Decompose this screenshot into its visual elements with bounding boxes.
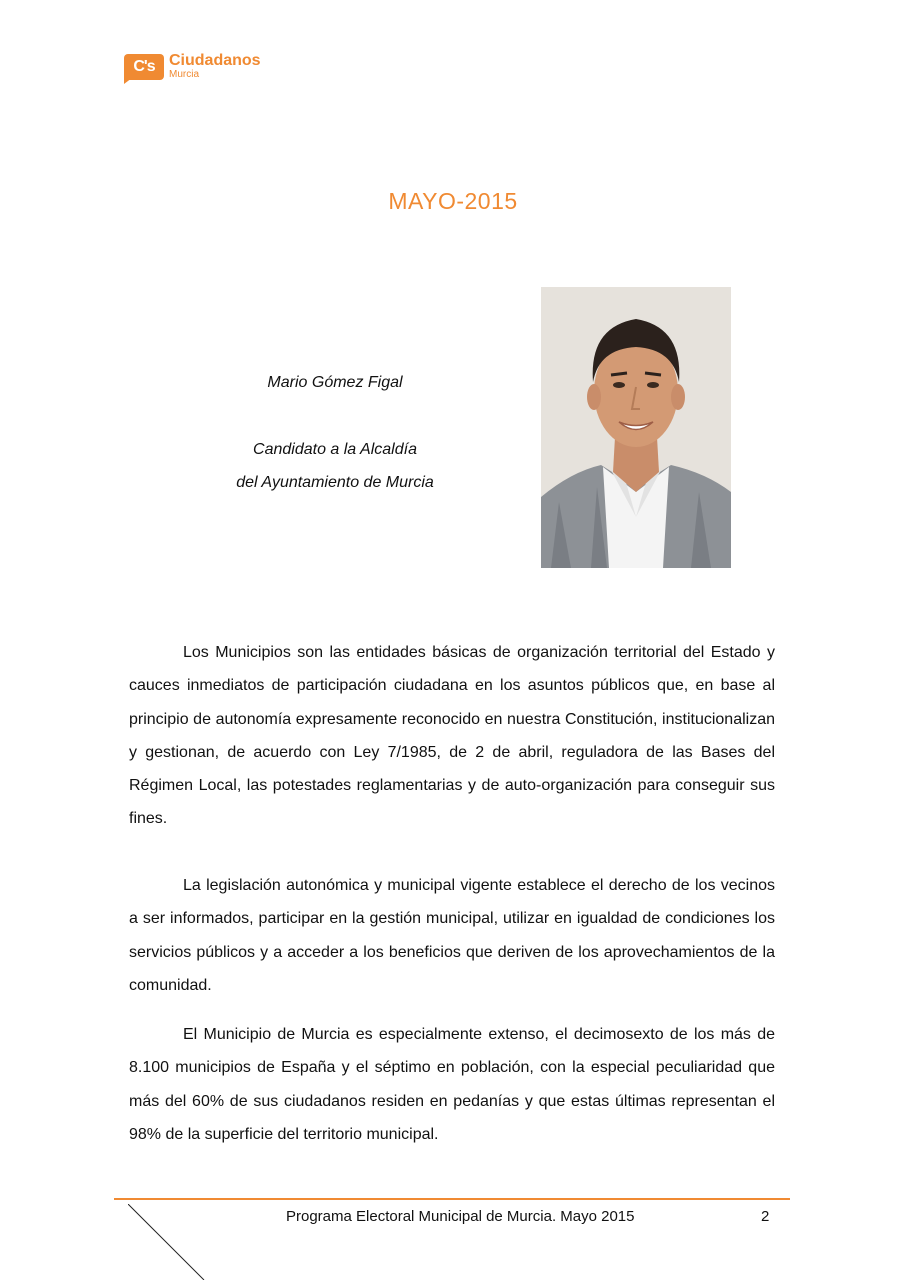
logo-name: Ciudadanos bbox=[169, 52, 261, 69]
footer-rule bbox=[114, 1198, 790, 1200]
paragraph-2-text: La legislación autonómica y municipal vigente establece el derecho de los vecinos a ser informados, participar en la gestión municipal, utilizar en igualdad de condiciones los servicios públicos y a acceder a los beneficios que deriven de los aprovechamientos de la comunidad. bbox=[129, 877, 775, 994]
footer-text: Programa Electoral Municipal de Murcia. Mayo 2015 bbox=[286, 1208, 635, 1225]
page-number: 2 bbox=[761, 1208, 770, 1225]
candidate-role-line2: del Ayuntamiento de Murcia bbox=[236, 474, 434, 491]
logo-badge-tail bbox=[124, 78, 132, 84]
logo-badge: C's bbox=[124, 54, 164, 80]
footer-diagonal-line bbox=[128, 1204, 208, 1280]
logo-sub: Murcia bbox=[169, 69, 200, 80]
paragraph-2 bbox=[129, 869, 775, 1002]
paragraph-3 bbox=[129, 1018, 775, 1151]
candidate-portrait-illustration bbox=[541, 287, 731, 568]
paragraph-3-text: El Municipio de Murcia es especialmente extenso, el decimosexto de los más de 8.100 municipios de España y el séptimo en población, con la especial peculiaridad que más del 60% de sus ciudadanos residen en pedanías y que estas últimas representan el 98% de la superficie del territorio municipal. bbox=[129, 1026, 775, 1143]
candidate-role-line1: Candidato a la Alcaldía bbox=[253, 441, 417, 458]
paragraph-1-text: Los Municipios son las entidades básicas de organización territorial del Estado y cauces inmediatos de participación ciudadana en los asuntos públicos que, en base al principio de autonomía expresamente reconocido en nuestra Constitución, institucionalizan y gestionan, de acuerdo con Ley 7/1985, de 2 de abril, reguladora de las Bases del Régimen Local, las potestades reglamentarias y de auto-organización para conseguir sus fines. bbox=[129, 644, 775, 828]
candidate-name: Mario Gómez Figal bbox=[267, 374, 403, 391]
document-title: MAYO-2015 bbox=[388, 188, 518, 214]
candidate-photo bbox=[541, 287, 731, 568]
ciudadanos-logo bbox=[124, 52, 284, 86]
paragraph-1 bbox=[129, 636, 775, 836]
